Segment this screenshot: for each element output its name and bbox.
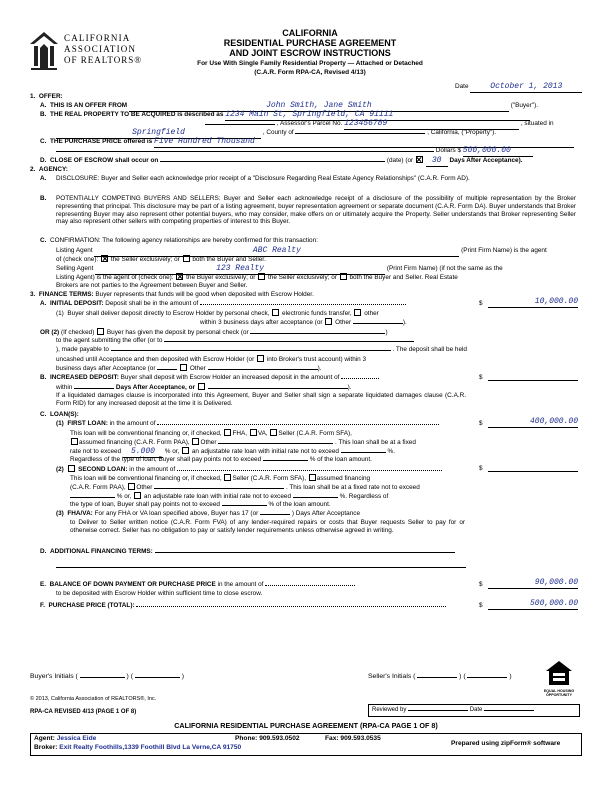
car-logo (28, 30, 158, 72)
fax-value: 909.593.0535 (340, 735, 381, 742)
s3-c1-row5 (70, 456, 372, 464)
s3-e-row (40, 581, 355, 589)
header-subtitle: For Use With Single Family Residential Property — Attached or Detached (197, 60, 423, 67)
or2-check-field[interactable] (250, 333, 385, 334)
s1-b-text: THE REAL PROPERTY TO BE ACQUIRED is described as (49, 111, 224, 118)
or2-other-field[interactable] (208, 369, 318, 370)
s3-or2-line5: business days after Acceptance (or (56, 365, 156, 372)
s3-c2-row4 (70, 492, 388, 501)
s1-heading (30, 93, 63, 101)
listing-agent-field[interactable]: ABC Realty (94, 246, 459, 257)
balance-down-field[interactable]: 90,000.00 (488, 578, 578, 589)
c2-seller-checkbox[interactable] (224, 474, 231, 481)
s3-b-line2b: Days After Acceptance, or (115, 384, 195, 391)
s2-c-label: C. (40, 237, 47, 244)
listing-agent-suffix: (Print Firm Name) is the agent (461, 247, 547, 254)
price-dollars-field[interactable]: 500,000.00 (463, 146, 533, 157)
s1-c-text: THE PURCHASE PRICE offered is (49, 138, 153, 145)
s3-num: 3. (30, 291, 36, 298)
s2-a-text: DISCLOSURE: Buyer and Seller each acknowledge prior receipt of a "Disclosure Regarding Real Estate Agency Relationships" (C.A.R. Form AD). (56, 175, 470, 182)
s3-c2-dollar: $ (479, 465, 483, 472)
reviewed-date-label: Date (469, 707, 483, 713)
s3-c1-row3 (70, 438, 416, 447)
s3-b-text: INCREASED DEPOSIT: (49, 374, 119, 381)
apn-field[interactable]: 123456789 (344, 119, 519, 130)
seller-initials-sep: ) ( (459, 673, 466, 680)
s1-c-label: C. (40, 138, 47, 145)
c2-other-label: Other (136, 484, 153, 491)
s2-c-row (40, 237, 318, 245)
c1-other-field[interactable] (218, 443, 333, 444)
c2-l4a: % or, (116, 493, 132, 500)
selling-opt1: the Buyer exclusively; or (186, 274, 256, 281)
s3-or2-rest: Buyer has given the deposit by personal check (or (106, 329, 249, 336)
date-row (455, 82, 582, 93)
phone-label: Phone: (235, 735, 258, 742)
c2-other-checkbox[interactable] (128, 483, 135, 490)
s3-c2-row (56, 465, 442, 474)
ca-suffix: , California, ("Property"). (427, 129, 497, 136)
trust-account-checkbox[interactable] (257, 355, 264, 362)
c1-rate-or: % or, (164, 448, 180, 455)
listing-check-label: of (check one): (56, 256, 99, 263)
buyer-name-field[interactable]: John Smith, Jane Smith (129, 101, 509, 112)
purchase-price-total-field[interactable]: 500,000.00 (488, 599, 578, 610)
fha-checkbox[interactable] (224, 429, 231, 436)
date-or-label: (date) (or (386, 157, 414, 164)
s3-or2-line4: uncashed until Acceptance and then deposited with Escrow Holder (or (56, 356, 255, 363)
s3-a1-label: (1) (56, 310, 64, 317)
s3-e-dots (265, 585, 355, 586)
c2-l5b: % of the loan amount. (268, 501, 331, 508)
or2-agent-field[interactable] (164, 341, 414, 342)
s3-c-row (40, 411, 79, 419)
broker-label: Broker: (34, 744, 58, 751)
close-days-suffix: Days After Acceptance). (449, 157, 523, 164)
s3-or2-row2 (56, 337, 414, 345)
equal-housing-text: EQUAL HOUSING OPPORTUNITY (543, 688, 575, 697)
listing-seller-checkbox[interactable] (101, 255, 108, 262)
s2-a-label: A. (40, 175, 47, 182)
header-title-3: AND JOINT ESCROW INSTRUCTIONS (229, 48, 391, 58)
c2-fixed-rate-field[interactable] (70, 497, 115, 498)
payable-to-field[interactable] (111, 350, 391, 351)
s3-or2-line5b: Other (189, 365, 206, 372)
situated-in: , situated in (520, 120, 554, 127)
adjustable-checkbox[interactable] (182, 447, 189, 454)
buyer-initials-close: ) (181, 673, 185, 680)
c2-assumed-label: assumed financing (316, 475, 371, 482)
s3-c3-l2: to Deliver to Seller written notice (C.A.R. Form FVA) of any lender-required repairs or costs that Buyer requests Seller to pay for or otherwise correct. Seller has no obligation to pay or satisfy lender requirements unless otherwise agreed in writing. (70, 519, 465, 534)
s3-b-dots (341, 378, 379, 379)
phone-value: 909.593.0502 (259, 735, 300, 742)
s3-a-row (40, 300, 406, 308)
s2-b-label: B. (40, 195, 47, 202)
c1-fixed-label: . This loan shall be at a fixed (335, 439, 416, 446)
header-form: (C.A.R. Form RPA-CA, Revised 4/13) (254, 68, 366, 76)
s3-title: FINANCE TERMS: (38, 291, 94, 298)
date-field[interactable]: October 1, 2013 (470, 82, 582, 93)
s3-f-dots (136, 606, 446, 607)
agent-name: Jessica Eide (56, 735, 97, 742)
s3-b-line3: If a liquidated damages clause is incorporated into this Agreement, Buyer and Seller shall sign a separate liquidated damages clause (C.A.R. Form RID) for any increased deposit at the time it is Delivered. (56, 392, 466, 407)
apn-label: , Assessor's Parcel No. (276, 120, 343, 127)
first-loan-field[interactable]: 400,000.00 (488, 417, 578, 428)
s3-f-dollar: $ (479, 602, 483, 609)
c2-l2: This loan will be conventional financing or, if checked, (70, 475, 222, 482)
s3-or2-line3: . The deposit shall be held (392, 346, 467, 353)
fha-days-field[interactable] (260, 514, 290, 515)
logo-line-2: ASSOCIATION (64, 44, 137, 54)
c1-points-field[interactable] (263, 460, 308, 461)
va-checkbox[interactable] (250, 429, 257, 436)
s3-d-label: D. (40, 548, 47, 555)
s3-c1-dots (157, 424, 439, 425)
s1-d-text: CLOSE OF ESCROW shall occur on (49, 157, 159, 164)
s3-or2-row: OR (2) (If checked) Buyer has given the deposit by personal check (or ) (40, 329, 388, 336)
s2-c-text: CONFIRMATION: The following agency relationships are hereby confirmed for this transaction: (49, 237, 318, 244)
selling-line2: Listing Agent) is the agent of (check one): (56, 274, 174, 281)
or2-days-field[interactable] (157, 369, 177, 370)
s3-a-dollar: $ (479, 300, 483, 307)
adj-rate-field[interactable] (341, 452, 386, 453)
s1-d-label: D. (40, 157, 47, 164)
s2-num: 2. (30, 166, 36, 173)
c1-adj-pct: %. (387, 448, 395, 455)
selling-opt3: both the Buyer and Seller. Real Estate (349, 274, 458, 281)
c2-assumed-checkbox[interactable] (309, 474, 316, 481)
additional-financing-line2[interactable] (56, 567, 466, 568)
s3-b-line2: within (56, 384, 73, 391)
s3-heading (30, 291, 314, 299)
a1-other2-checkbox[interactable] (325, 318, 332, 325)
reviewed-row (372, 707, 534, 714)
c2-l3a: (C.A.R. Form PAA), (70, 484, 126, 491)
initial-deposit-field[interactable]: 10,000.00 (488, 297, 578, 308)
s3-b-row (40, 374, 379, 382)
agent-row (34, 735, 96, 743)
dollars-label: Dollars $ (435, 147, 461, 154)
s3-c2-row3 (70, 483, 420, 492)
s3-c3-text: FHA/VA: (67, 510, 93, 517)
logo-line-1: CALIFORNIA (64, 33, 131, 43)
increased-other-field[interactable] (208, 388, 348, 389)
car-logo-icon (28, 30, 60, 72)
increased-days-field[interactable] (74, 388, 114, 389)
buyer-initials-row (30, 673, 184, 681)
second-loan-checkbox[interactable] (68, 465, 75, 472)
s3-a-rest: Deposit shall be in the amount of (105, 300, 199, 307)
s3-c2-row2 (70, 474, 370, 483)
reviewed-label: Reviewed by (372, 707, 407, 713)
selling-opt2: the Seller exclusively; or (267, 274, 337, 281)
c2-l4b: an adjustable rate loan with initial rate not to exceed (143, 493, 292, 500)
increased-deposit-field[interactable] (488, 372, 578, 381)
listing-opt1: the Seller exclusively; or (110, 256, 180, 263)
address-cont-field[interactable] (205, 124, 275, 125)
county-field[interactable] (295, 133, 425, 134)
s3-intro: Buyer represents that funds will be good when deposited with Escrow Holder. (95, 291, 314, 298)
price-words-field[interactable]: Five Hundred Thousand (154, 137, 574, 148)
revised-label: RPA-CA REVISED 4/13 (PAGE 1 OF 8) (30, 709, 137, 715)
second-loan-field[interactable] (488, 463, 578, 472)
va-label: VA, (257, 430, 268, 437)
s3-c3-label: (3) (56, 510, 64, 517)
c1-rate-label: rate not to exceed (70, 448, 122, 455)
c2-other-field[interactable] (154, 488, 284, 489)
c2-l5: the type of loan, Buyer shall pay points not to exceed (70, 501, 220, 508)
s3-c1-label: (1) (56, 420, 64, 427)
prepared-using: Prepared using zipForm® software (451, 740, 561, 747)
s3-c3-l1: For any FHA or VA loan specified above, Buyer has 17 (or (94, 510, 259, 517)
s1-title: OFFER: (38, 93, 63, 100)
s3-c1-rest: in the amount of (109, 420, 156, 427)
selling-agent-suffix: (Print Firm Name) (if not the same as the (386, 265, 503, 272)
reviewed-date-field[interactable] (484, 710, 534, 711)
assumed-label: assumed financing (C.A.R. Form PAA), (79, 439, 190, 446)
c1-points-label: Regardless of the type of loan, Buyer shall pay points not to exceed (70, 456, 262, 463)
s3-e-label: E. (40, 581, 47, 588)
buyer-initials-2[interactable] (135, 677, 180, 678)
s3-c1-row2 (70, 429, 352, 438)
s3-a1-line2: within 3 business days after acceptance (or (200, 319, 323, 326)
copyright: © 2013, California Association of REALTORS®, Inc. (30, 696, 157, 702)
broker-value: Exit Realty Foothills,1339 Foothill Blvd La Verne,CA 91750 (59, 744, 242, 751)
s3-or2-label: OR (2) (40, 329, 60, 336)
s2-heading (30, 166, 68, 174)
s3-c2-label: (2) (56, 466, 64, 473)
c2-adj-rate-field[interactable] (293, 497, 338, 498)
seller-initials-close: ) (509, 673, 512, 680)
selling-line3: Brokers are not parties to the Agreement between Buyer and Seller. (56, 282, 248, 289)
s3-c2-dots (177, 470, 442, 471)
s3-or2-row4 (56, 355, 366, 364)
s3-or2-line2: to the agent submitting the offer (or to (56, 337, 163, 344)
s3-e-rest: in the amount of (217, 581, 264, 588)
selling-agent-field[interactable]: 123 Realty (95, 264, 385, 275)
listing-check-row (56, 255, 266, 264)
close-days-checkbox[interactable] (416, 156, 423, 163)
property-address-field[interactable]: 1234 Main St, Springfield, CA 91111 (225, 110, 530, 121)
c1-other-label: Other (200, 439, 217, 446)
s3-a-text: INITIAL DEPOSIT: (49, 300, 104, 307)
agent-label: Agent: (34, 735, 55, 742)
a1-other2-field[interactable] (353, 323, 403, 324)
or2-other-checkbox[interactable] (180, 364, 187, 371)
logo-line-3: OF REALTORS® (64, 55, 143, 65)
header-title-2: RESIDENTIAL PURCHASE AGREEMENT (223, 38, 397, 48)
s3-or2-line2b: ), made payable to (56, 346, 109, 353)
fixed-rate-field[interactable]: 5.000 (123, 447, 163, 458)
fax-row (325, 735, 381, 743)
c1-points-suffix: % of the loan amount. (309, 456, 372, 463)
s1-d-row (40, 156, 523, 167)
s1-a-text: THIS IS AN OFFER FROM (49, 102, 128, 109)
s3-d-text: ADDITIONAL FINANCING TERMS: (49, 548, 153, 555)
c2-adjustable-checkbox[interactable] (134, 492, 141, 499)
c2-l4c: %. Regardless of (339, 493, 389, 500)
s3-a1-text: Buyer shall deliver deposit directly to Escrow Holder by personal check, (67, 310, 270, 317)
s3-a1-row (56, 309, 379, 318)
s3-c-text: LOAN(S): (49, 411, 79, 418)
c1-adj-label: an adjustable rate loan with initial rate not to exceed (191, 448, 339, 455)
buyer-initials-sep: ) ( (126, 673, 133, 680)
s3-b-dollar: $ (479, 374, 483, 381)
seller-initials-2[interactable] (467, 677, 507, 678)
s3-c2-rest: in the amount of (129, 466, 176, 473)
buyer-initials-1[interactable] (80, 677, 125, 678)
s3-b-row2: within Days After Acceptance, or ). (56, 384, 352, 391)
seller-fin-checkbox[interactable] (270, 429, 277, 436)
listing-agent-label: Listing Agent (56, 247, 93, 254)
eft-checkbox[interactable] (272, 309, 279, 316)
seller-fin-label: Seller (C.A.R. Form SFA), (278, 430, 352, 437)
listing-opt2: both the Buyer and Seller. (192, 256, 266, 263)
s3-f-text: PURCHASE PRICE (TOTAL): (48, 602, 135, 609)
s3-e-text: BALANCE OF DOWN PAYMENT OR PURCHASE PRICE (49, 581, 216, 588)
s3-b-rest: Buyer shall deposit with Escrow Holder an increased deposit in the amount of (120, 374, 340, 381)
price-words-cont-field[interactable] (56, 151, 434, 152)
s3-a1-row2: within 3 business days after acceptance (or Other ). (200, 319, 407, 326)
s1-a-label: A. (40, 102, 47, 109)
c2-points-field[interactable] (222, 505, 267, 506)
phone-row (235, 735, 300, 743)
s3-f-label: F. (40, 602, 45, 609)
fha-label: FHA, (232, 430, 248, 437)
s3-a-dots (200, 304, 406, 305)
equal-housing-icon (545, 660, 573, 686)
fax-label: Fax: (325, 735, 339, 742)
s3-c1-row (56, 420, 439, 428)
county-label: , County of (262, 129, 294, 136)
s3-c2-row5 (70, 501, 331, 509)
s3-b-label: B. (40, 374, 47, 381)
s3-f-row (40, 602, 446, 610)
s2-title: AGENCY: (38, 166, 68, 173)
footer-title: CALIFORNIA RESIDENTIAL PURCHASE AGREEMENT (RPA-CA PAGE 1 OF 8) (174, 721, 438, 730)
increased-other-checkbox[interactable] (198, 383, 205, 390)
selling-agent-label: Selling Agent (56, 265, 94, 272)
close-date-field[interactable] (160, 161, 385, 162)
s3-c2-text: SECOND LOAN: (78, 466, 128, 473)
s3-c1-text: FIRST LOAN: (67, 420, 108, 427)
selling-seller-checkbox[interactable] (258, 273, 265, 280)
s3-c-label: C. (40, 411, 47, 418)
s3-a1-other: other (364, 310, 379, 317)
s1-num: 1. (30, 93, 36, 100)
c2-seller-label: Seller (C.A.R. Form SFA), (232, 475, 306, 482)
selling-check-row (56, 273, 458, 282)
s3-a1-other2: Other (335, 319, 352, 326)
s2-b-text: POTENTIALLY COMPETING BUYERS AND SELLERS: Buyer and Seller each acknowledge receipt of a disclosure of the possibility of multiple representation by the Broker representing that principal. This disclosure may be part of a listing agreement, buyer representation agreement or separate document (C.A.R. Form DA). Buyer understands that Broker representing Buyer may also represent other potential buyers, who may consider, make offers on or ultimately acquire the Property. Seller understands that Broker representing Seller may also represent other sellers with competing properties of interest to this Buyer. (56, 195, 576, 226)
broker-row (34, 744, 241, 752)
s3-d-row (40, 548, 455, 556)
s3-c3-l1b: ) Days After Acceptance (291, 510, 361, 517)
s3-c3-row (56, 510, 360, 518)
additional-financing-field[interactable] (155, 552, 455, 553)
s3-e-line2: to be deposited with Escrow Holder within sufficient time to close escrow. (56, 590, 263, 597)
s1-a-suffix: ("Buyer"). (510, 102, 538, 109)
seller-initials-row (368, 673, 512, 681)
header-title-1: CALIFORNIA (282, 28, 338, 38)
c2-fixed-label: . This loan shall be at a fixed rate not to exceed (285, 484, 420, 491)
s3-c1-l2: This loan will be conventional financing or, if checked, (70, 430, 222, 437)
city-field[interactable]: Springfield (56, 128, 261, 139)
c1-other-checkbox[interactable] (192, 438, 199, 445)
seller-initials-1[interactable] (417, 677, 457, 678)
date-label: Date (455, 83, 469, 90)
s3-or2-row5: business days after Acceptance (or Other ). (56, 365, 322, 372)
buyer-initials-label: Buyer's Initials ( (30, 673, 78, 680)
listing-both-checkbox[interactable] (183, 255, 190, 262)
s3-a-label: A. (40, 300, 47, 307)
close-days-field[interactable]: 30 (426, 156, 448, 167)
s3-a1-eft: electronic funds transfer, (282, 310, 352, 317)
deposit-other-checkbox[interactable] (354, 309, 361, 316)
selling-buyer-checkbox[interactable] (176, 273, 183, 280)
s1-b-label: B. (40, 111, 47, 118)
s3-or2-text: (If checked) (60, 329, 95, 336)
form-header (160, 28, 460, 77)
s3-or2-row3 (56, 346, 467, 354)
reviewed-field[interactable] (408, 710, 468, 711)
selling-both-checkbox[interactable] (340, 273, 347, 280)
equal-housing-logo (541, 660, 577, 697)
s3-c1-dollar: $ (479, 420, 483, 427)
s3-e-dollar: $ (479, 581, 483, 588)
s3-or2-line4b: into Broker's trust account) within 3 (266, 356, 367, 363)
assumed-checkbox[interactable] (71, 438, 78, 445)
or2-checkbox[interactable] (97, 328, 104, 335)
seller-initials-label: Seller's Initials ( (368, 673, 416, 680)
